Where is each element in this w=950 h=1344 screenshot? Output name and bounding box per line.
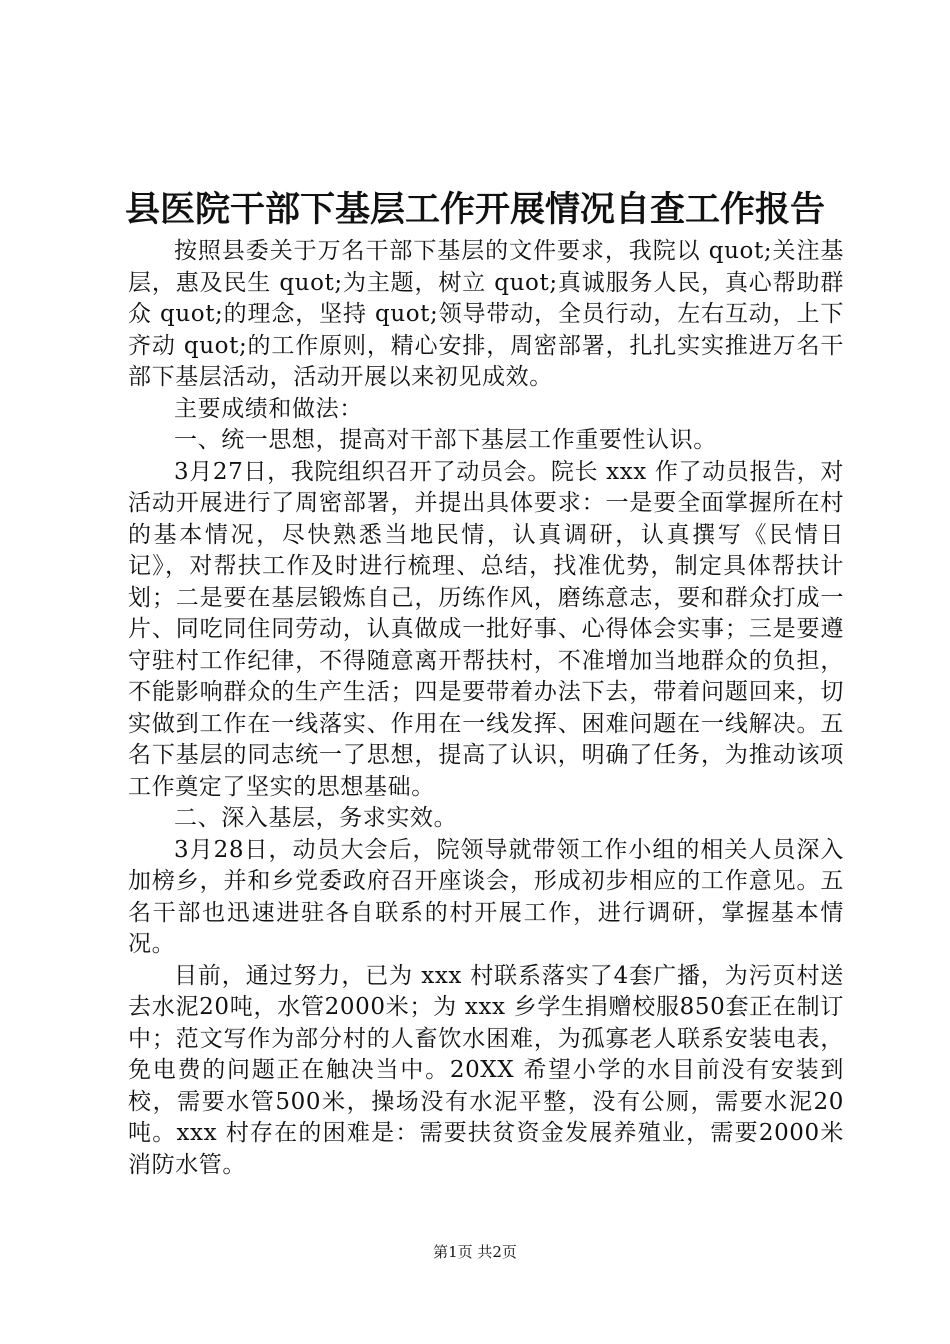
document-body (128, 236, 844, 1181)
document-title: 县医院干部下基层工作开展情况自查工作报告 (124, 189, 825, 230)
paragraph-progress: 目前，通过努力，已为 xxx 村联系落实了4套广播，为污页村送去水泥20吨，水管2000米；为 xxx 乡学生捐赠校服850套正在制订中；范文写作为部分村的人畜饮水困难，为孤寡老人联系安装电表，免电费的问题正在触决当中。20XX 希望小学的水目前没有安装到校，需要水管500米，操场没有水泥平整，没有公厕，需要水泥20吨。xxx 村存在的困难是：需要扶贫资金发展养殖业，需要2000米消防水管。 (128, 962, 844, 1178)
paragraph-section-two-heading: 二、深入基层，务求实效。 (174, 805, 458, 831)
page-number: 第1页 共2页 (433, 1243, 517, 1261)
paragraph-section-two-body: 3月28日，动员大会后，院领导就带领工作小组的相关人员深入加榜乡，并和乡党委政府召开座谈会，形成初步相应的工作意见。五名干部也迅速进驻各自联系的村开展工作，进行调研，掌握基本情况。 (128, 836, 844, 957)
paragraph-main-heading: 主要成绩和做法： (174, 395, 363, 422)
paragraph-intro: 按照县委关于万名干部下基层的文件要求，我院以 quot;关注基层，惠及民生 quot;为主题，树立 quot;真诚服务人民，真心帮助群众 quot;的理念，坚持 quot;领导带动，全员行动，左右互动，上下齐动 quot;的工作原则，精心安排，周密部署，扎扎实实推进万名干部下基层活动，活动开展以来初见成效。 (128, 238, 844, 390)
paragraph-section-one-heading: 一、统一思想，提高对干部下基层工作重要性认识。 (174, 427, 717, 453)
paragraph-section-one-body: 3月27日，我院组织召开了动员会。院长 xxx 作了动员报告，对活动开展进行了周密部署，并提出具体要求：一是要全面掌握所在村的基本情况，尽快熟悉当地民情，认真调研，认真撰写《民情日记》，对帮扶工作及时进行梳理、总结，找准优势，制定具体帮扶计划；二是要在基层锻炼自己，历练作风，磨练意志，要和群众打成一片、同吃同住同劳动，认真做成一批好事、心得体会实事；三是要遵守驻村工作纪律，不得随意离开帮扶村，不准增加当地群众的负担，不能影响群众的生产生活；四是要带着办法下去，带着问题回来，切实做到工作在一线落实、作用在一线发挥、困难问题在一线解决。五名下基层的同志统一了思想，提高了认识，明确了任务，为推动该项工作奠定了坚实的思想基础。 (128, 458, 844, 800)
